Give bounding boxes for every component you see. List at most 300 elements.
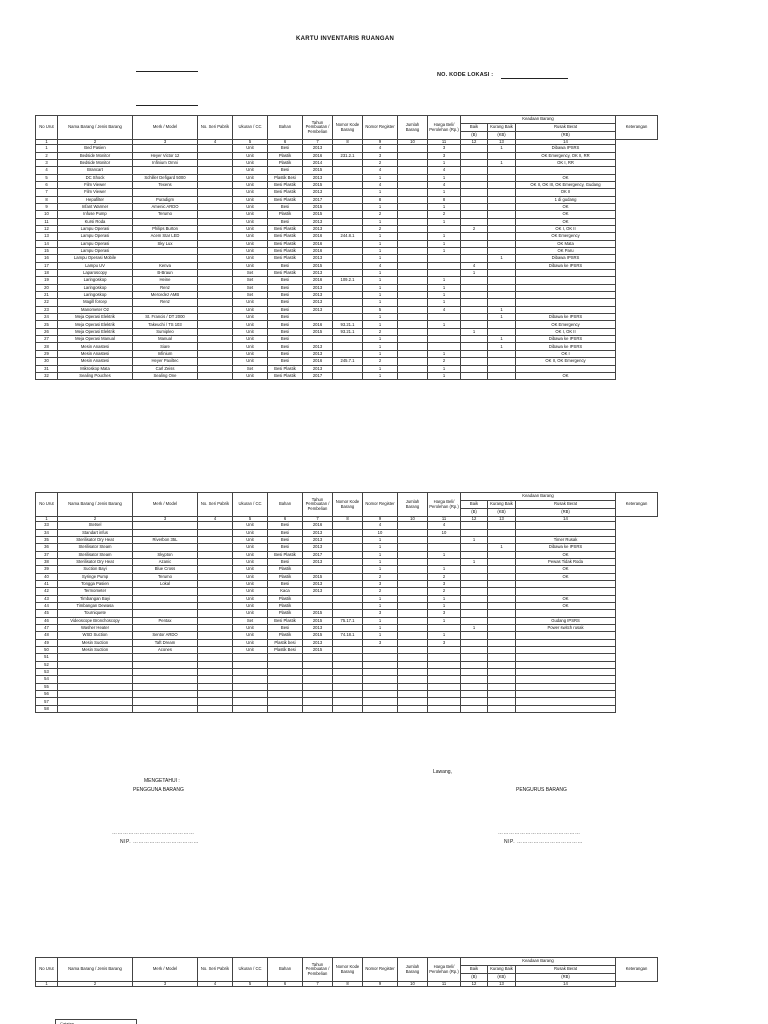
cell-ukuran: Unit bbox=[233, 336, 268, 343]
cell-register: 1 bbox=[363, 240, 398, 247]
cell-merk: Siare bbox=[133, 343, 198, 350]
cell-kode bbox=[333, 284, 363, 291]
column-number: 6 bbox=[268, 140, 303, 145]
cell-harga: 4 bbox=[428, 167, 461, 174]
cell-tahun: 2013 bbox=[303, 225, 333, 232]
cell-register: 1 bbox=[363, 189, 398, 196]
cell-ukuran bbox=[233, 691, 268, 698]
cell-tahun: 2013 bbox=[303, 365, 333, 372]
cell-bahan: Kaca bbox=[268, 588, 303, 595]
header-kurang-baik: Kurang Baik bbox=[488, 124, 516, 132]
cell-seri bbox=[198, 669, 233, 676]
cell-harga: 3 bbox=[428, 152, 461, 159]
cell-seri bbox=[198, 595, 233, 602]
cell-no-urut: 58 bbox=[36, 705, 58, 712]
table-row bbox=[36, 632, 658, 639]
cell-baik bbox=[461, 277, 488, 284]
cell-tahun bbox=[303, 676, 333, 683]
column-number: 13 bbox=[488, 517, 516, 522]
cell-tahun bbox=[303, 595, 333, 602]
column-number: 8 bbox=[333, 517, 363, 522]
column-number: 11 bbox=[428, 517, 461, 522]
cell-harga: 1 bbox=[428, 350, 461, 357]
cell-rusak-berat: OK II, OK III, OK Emergency, Gudang bbox=[516, 181, 616, 188]
cell-harga: 8 bbox=[428, 196, 461, 203]
cell-rusak-berat bbox=[516, 299, 616, 306]
cell-rusak-berat: OK I bbox=[516, 350, 616, 357]
cell-jumlah bbox=[398, 566, 428, 573]
cell-harga bbox=[428, 336, 461, 343]
cell-merk bbox=[133, 698, 198, 705]
cell-ukuran: Unit bbox=[233, 522, 268, 529]
cell-tahun: 2015 bbox=[303, 262, 333, 269]
header-rusak-berat: Rusak Berat bbox=[516, 966, 616, 974]
cell-bahan: Plastik bbox=[268, 632, 303, 639]
cell-jumlah bbox=[398, 536, 428, 543]
cell-kurang-baik bbox=[488, 240, 516, 247]
cell-rusak-berat bbox=[516, 705, 616, 712]
cell-baik bbox=[461, 372, 488, 379]
cell-harga bbox=[428, 676, 461, 683]
cell-ukuran: Unit bbox=[233, 321, 268, 328]
cell-register: 1 bbox=[363, 536, 398, 543]
cell-seri bbox=[198, 676, 233, 683]
header-rusak-berat-code: (RB) bbox=[516, 974, 616, 982]
cell-register: 2 bbox=[363, 588, 398, 595]
cell-bahan: Besi bbox=[268, 321, 303, 328]
cell-no-urut: 12 bbox=[36, 225, 58, 232]
cell-ukuran: Unit bbox=[233, 255, 268, 262]
column-number: 14 bbox=[516, 140, 616, 145]
cell-ukuran: Unit bbox=[233, 328, 268, 335]
cell-ukuran bbox=[233, 654, 268, 661]
cell-no-urut: 11 bbox=[36, 218, 58, 225]
cell-bahan: Besi bbox=[268, 358, 303, 365]
cell-seri bbox=[198, 321, 233, 328]
cell-rusak-berat: OK I, OK II bbox=[516, 328, 616, 335]
cell-rusak-berat bbox=[516, 529, 616, 536]
cell-baik bbox=[461, 632, 488, 639]
cell-ukuran: Unit bbox=[233, 314, 268, 321]
cell-baik bbox=[461, 610, 488, 617]
cell-seri bbox=[198, 350, 233, 357]
cell-seri bbox=[198, 691, 233, 698]
cell-ukuran: Unit bbox=[233, 536, 268, 543]
cell-baik: 2 bbox=[461, 225, 488, 232]
cell-ukuran: Set bbox=[233, 270, 268, 277]
table-row bbox=[36, 647, 658, 654]
cell-nama: Sterilisator Dry Heat bbox=[58, 558, 133, 565]
cell-harga: 1 bbox=[428, 189, 461, 196]
cell-bahan: Besi bbox=[268, 167, 303, 174]
header-rusak-berat: Rusak Berat bbox=[516, 124, 616, 132]
cell-ukuran: Unit bbox=[233, 218, 268, 225]
cell-jumlah bbox=[398, 248, 428, 255]
cell-tahun: 2013 bbox=[303, 588, 333, 595]
cell-jumlah bbox=[398, 544, 428, 551]
cell-harga: 1 bbox=[428, 372, 461, 379]
cell-merk: Skypton bbox=[133, 551, 198, 558]
cell-baik bbox=[461, 683, 488, 690]
cell-baik bbox=[461, 529, 488, 536]
cell-harga bbox=[428, 262, 461, 269]
cell-kurang-baik bbox=[488, 647, 516, 654]
column-number: 14 bbox=[516, 517, 616, 522]
cell-baik: 1 bbox=[461, 625, 488, 632]
cell-nama: Timbangan Dewasa bbox=[58, 602, 133, 609]
cell-kurang-baik bbox=[488, 233, 516, 240]
cell-rusak-berat bbox=[516, 270, 616, 277]
cell-rusak-berat: OK II bbox=[516, 189, 616, 196]
cell-tahun bbox=[303, 705, 333, 712]
cell-ukuran: Unit bbox=[233, 174, 268, 181]
cell-bahan: Besi Plastik bbox=[268, 617, 303, 624]
cell-bahan: Plastik bbox=[268, 566, 303, 573]
cell-tahun: 2015 bbox=[303, 203, 333, 210]
cell-register: 1 bbox=[363, 595, 398, 602]
table-row bbox=[36, 566, 658, 573]
cell-kode bbox=[333, 145, 363, 152]
cell-kurang-baik: 1 bbox=[488, 306, 516, 313]
cell-seri bbox=[198, 225, 233, 232]
cell-kurang-baik: 1 bbox=[488, 336, 516, 343]
cell-rusak-berat: Dibawa IPSRS bbox=[516, 255, 616, 262]
cell-kurang-baik: 1 bbox=[488, 544, 516, 551]
cell-merk: B-Braun bbox=[133, 270, 198, 277]
cell-kurang-baik bbox=[488, 522, 516, 529]
table-row bbox=[36, 691, 658, 698]
cell-nama: Tourniquete bbox=[58, 610, 133, 617]
cell-ukuran: Unit bbox=[233, 343, 268, 350]
cell-tahun: 2017 bbox=[303, 196, 333, 203]
column-number: 10 bbox=[398, 982, 428, 987]
cell-merk: Lokal bbox=[133, 580, 198, 587]
cell-nama: Lampu Operasi bbox=[58, 248, 133, 255]
cell-no-urut: 55 bbox=[36, 683, 58, 690]
cell-baik bbox=[461, 321, 488, 328]
cell-nama: Tongga Pasien bbox=[58, 580, 133, 587]
cell-jumlah bbox=[398, 358, 428, 365]
header-baik: Baik bbox=[461, 501, 488, 509]
table-row bbox=[36, 705, 658, 712]
cell-nama: Mesin Anastesi bbox=[58, 343, 133, 350]
cell-seri bbox=[198, 174, 233, 181]
cell-baik: 4 bbox=[461, 262, 488, 269]
cell-nama bbox=[58, 691, 133, 698]
cell-rusak-berat: OK Mata bbox=[516, 240, 616, 247]
cell-seri bbox=[198, 522, 233, 529]
cell-baik bbox=[461, 343, 488, 350]
cell-ukuran: Unit bbox=[233, 350, 268, 357]
cell-nama: Laringoskop bbox=[58, 292, 133, 299]
cell-merk: Kenva bbox=[133, 262, 198, 269]
cell-kode bbox=[333, 211, 363, 218]
cell-ukuran: Unit bbox=[233, 189, 268, 196]
cell-jumlah bbox=[398, 240, 428, 247]
cell-nama: DC Shock bbox=[58, 174, 133, 181]
cell-jumlah bbox=[398, 705, 428, 712]
cell-rusak-berat: OK Emergency bbox=[516, 233, 616, 240]
table-row bbox=[36, 580, 658, 587]
cell-baik bbox=[461, 145, 488, 152]
cell-harga: 2 bbox=[428, 211, 461, 218]
header-harga: Harga Beli/ Perolehan (Rp.) bbox=[428, 493, 461, 517]
cell-merk bbox=[133, 661, 198, 668]
cell-no-urut: 29 bbox=[36, 350, 58, 357]
cell-harga: 1 bbox=[428, 248, 461, 255]
cell-harga: 1 bbox=[428, 292, 461, 299]
cell-merk: Infinium Omni bbox=[133, 159, 198, 166]
cell-jumlah bbox=[398, 669, 428, 676]
cell-no-urut: 7 bbox=[36, 189, 58, 196]
cell-jumlah bbox=[398, 159, 428, 166]
cell-baik bbox=[461, 551, 488, 558]
cell-baik bbox=[461, 240, 488, 247]
cell-baik bbox=[461, 617, 488, 624]
cell-nama: Laringoskop bbox=[58, 277, 133, 284]
cell-seri bbox=[198, 625, 233, 632]
cell-rusak-berat bbox=[516, 661, 616, 668]
cell-bahan: Plastik bbox=[268, 610, 303, 617]
cell-ukuran: Set bbox=[233, 292, 268, 299]
cell-harga bbox=[428, 669, 461, 676]
cell-register: 1 bbox=[363, 558, 398, 565]
cell-nama: Laparoscopy bbox=[58, 270, 133, 277]
cell-kode bbox=[333, 299, 363, 306]
cell-harga: 3 bbox=[428, 610, 461, 617]
cell-no-urut: 31 bbox=[36, 365, 58, 372]
table-row bbox=[36, 669, 658, 676]
cell-bahan: Besi bbox=[268, 306, 303, 313]
cell-register: 1 bbox=[363, 314, 398, 321]
cell-rusak-berat: OK bbox=[516, 573, 616, 580]
cell-tahun: 2013 bbox=[303, 189, 333, 196]
cell-harga bbox=[428, 544, 461, 551]
cell-jumlah bbox=[398, 255, 428, 262]
cell-tahun: 2013 bbox=[303, 255, 333, 262]
cell-no-urut: 6 bbox=[36, 181, 58, 188]
cell-baik bbox=[461, 595, 488, 602]
cell-no-urut: 48 bbox=[36, 632, 58, 639]
cell-kurang-baik bbox=[488, 211, 516, 218]
cell-nama: Videoscope Bronchoscopy bbox=[58, 617, 133, 624]
cell-tahun: 2013 bbox=[303, 536, 333, 543]
cell-merk: Philips Burton bbox=[133, 225, 198, 232]
cell-kode: 109.2.1 bbox=[333, 277, 363, 284]
column-number: 7 bbox=[303, 140, 333, 145]
cell-no-urut: 13 bbox=[36, 233, 58, 240]
cell-seri bbox=[198, 255, 233, 262]
cell-merk bbox=[133, 676, 198, 683]
signature-right-dots: ……………………………………… bbox=[498, 830, 581, 836]
cell-bahan: Plastik bbox=[268, 211, 303, 218]
cell-jumlah bbox=[398, 654, 428, 661]
cell-no-urut: 3 bbox=[36, 159, 58, 166]
cell-kurang-baik bbox=[488, 277, 516, 284]
cell-nama bbox=[58, 669, 133, 676]
cell-nama: Sealing Pouches bbox=[58, 372, 133, 379]
cell-seri bbox=[198, 566, 233, 573]
column-number: 4 bbox=[198, 982, 233, 987]
cell-no-urut: 27 bbox=[36, 336, 58, 343]
cell-nama bbox=[58, 683, 133, 690]
cell-nama bbox=[58, 698, 133, 705]
cell-seri bbox=[198, 551, 233, 558]
table-row bbox=[36, 270, 658, 277]
cell-jumlah bbox=[398, 211, 428, 218]
cell-jumlah bbox=[398, 277, 428, 284]
cell-bahan: Besi bbox=[268, 292, 303, 299]
cell-jumlah bbox=[398, 336, 428, 343]
cell-harga: 1 bbox=[428, 277, 461, 284]
cell-kode: 244.8.1 bbox=[333, 233, 363, 240]
cell-nama: Mesin Suction bbox=[58, 647, 133, 654]
cell-no-urut: 10 bbox=[36, 211, 58, 218]
cell-merk bbox=[133, 610, 198, 617]
cell-rusak-berat: OK I, OK II bbox=[516, 225, 616, 232]
cell-harga: 1 bbox=[428, 174, 461, 181]
cell-seri bbox=[198, 145, 233, 152]
header-kurang-baik-code: (KB) bbox=[488, 509, 516, 517]
cell-rusak-berat bbox=[516, 580, 616, 587]
column-number: 5 bbox=[233, 982, 268, 987]
header-ukuran: Ukuran / CC bbox=[233, 116, 268, 140]
cell-nama bbox=[58, 705, 133, 712]
cell-merk bbox=[133, 544, 198, 551]
cell-nama: Termometer bbox=[58, 588, 133, 595]
cell-nama: Standart infus bbox=[58, 529, 133, 536]
cell-jumlah bbox=[398, 595, 428, 602]
cell-kurang-baik bbox=[488, 617, 516, 624]
cell-jumlah bbox=[398, 145, 428, 152]
header-harga: Harga Beli/ Perolehan (Rp.) bbox=[428, 958, 461, 982]
cell-kode bbox=[333, 551, 363, 558]
cell-harga: 3 bbox=[428, 639, 461, 646]
cell-kurang-baik bbox=[488, 262, 516, 269]
cell-rusak-berat bbox=[516, 365, 616, 372]
cell-baik: 1 bbox=[461, 270, 488, 277]
cell-kurang-baik bbox=[488, 152, 516, 159]
signature-right-nip: NIP. ……………………………… bbox=[504, 839, 583, 845]
cell-merk: Taft Dream bbox=[133, 639, 198, 646]
cell-harga bbox=[428, 698, 461, 705]
cell-rusak-berat bbox=[516, 676, 616, 683]
header-keadaan: Keadaan Barang bbox=[461, 958, 616, 966]
column-number: 12 bbox=[461, 140, 488, 145]
cell-rusak-berat bbox=[516, 669, 616, 676]
cell-merk bbox=[133, 167, 198, 174]
cell-bahan: Besi bbox=[268, 218, 303, 225]
table-row bbox=[36, 683, 658, 690]
table-row bbox=[36, 551, 658, 558]
column-number: 1 bbox=[36, 517, 58, 522]
cell-ukuran: Unit bbox=[233, 566, 268, 573]
cell-kurang-baik bbox=[488, 661, 516, 668]
cell-baik bbox=[461, 676, 488, 683]
table-row bbox=[36, 573, 658, 580]
cell-kode bbox=[333, 647, 363, 654]
cell-kode bbox=[333, 676, 363, 683]
cell-nama: Sterilisator Dry Heat bbox=[58, 536, 133, 543]
cell-ukuran: Set bbox=[233, 277, 268, 284]
cell-bahan bbox=[268, 705, 303, 712]
cell-no-urut: 15 bbox=[36, 248, 58, 255]
cell-nama: Mesin Anastesi bbox=[58, 358, 133, 365]
header-kode-barang: Nomor Kode Barang bbox=[333, 116, 363, 140]
header-kode-barang: Nomor Kode Barang bbox=[333, 493, 363, 517]
cell-bahan bbox=[268, 683, 303, 690]
cell-baik bbox=[461, 588, 488, 595]
cell-kurang-baik bbox=[488, 632, 516, 639]
table-row bbox=[36, 145, 658, 152]
cell-rusak-berat: 1 di gudang bbox=[516, 196, 616, 203]
cell-harga bbox=[428, 314, 461, 321]
cell-nama: Lampu UV bbox=[58, 262, 133, 269]
table-row bbox=[36, 610, 658, 617]
header-tahun: Tahun Pembuatan / Pembelian bbox=[303, 493, 333, 517]
cell-kurang-baik bbox=[488, 602, 516, 609]
cell-nama: Sterilisator Steam bbox=[58, 544, 133, 551]
cell-bahan bbox=[268, 676, 303, 683]
table-row bbox=[36, 595, 658, 602]
cell-kurang-baik bbox=[488, 321, 516, 328]
cell-harga bbox=[428, 255, 461, 262]
cell-harga: 1 bbox=[428, 240, 461, 247]
table-row bbox=[36, 152, 658, 159]
cell-seri bbox=[198, 167, 233, 174]
cell-register: 3 bbox=[363, 610, 398, 617]
cell-rusak-berat: Dibawa ke IPSRS bbox=[516, 262, 616, 269]
cell-seri bbox=[198, 299, 233, 306]
cell-rusak-berat bbox=[516, 306, 616, 313]
cell-seri bbox=[198, 558, 233, 565]
header-kurang-baik-code: (KB) bbox=[488, 974, 516, 982]
header-bahan: Bahan bbox=[268, 116, 303, 140]
column-number: 9 bbox=[363, 982, 398, 987]
cell-merk bbox=[133, 625, 198, 632]
cell-kode bbox=[333, 698, 363, 705]
cell-jumlah bbox=[398, 343, 428, 350]
cell-baik bbox=[461, 255, 488, 262]
cell-seri bbox=[198, 189, 233, 196]
cell-seri bbox=[198, 181, 233, 188]
cell-merk: Riverbon 35L bbox=[133, 536, 198, 543]
cell-nama: Film Viewer bbox=[58, 181, 133, 188]
cell-register: 4 bbox=[363, 167, 398, 174]
cell-ukuran: Unit bbox=[233, 159, 268, 166]
column-number-row bbox=[36, 982, 658, 987]
cell-kode bbox=[333, 248, 363, 255]
cell-harga: 4 bbox=[428, 522, 461, 529]
cell-ukuran: Set bbox=[233, 284, 268, 291]
cell-rusak-berat bbox=[516, 698, 616, 705]
header-merk-model: Merk / Model bbox=[133, 493, 198, 517]
cell-tahun: 2013 bbox=[303, 544, 333, 551]
header-keadaan: Keadaan Barang bbox=[461, 493, 616, 501]
cell-rusak-berat bbox=[516, 167, 616, 174]
cell-merk: Takeuchi / TS 103 bbox=[133, 321, 198, 328]
table-row bbox=[36, 248, 658, 255]
cell-no-urut: 4 bbox=[36, 167, 58, 174]
cell-bahan: Besi bbox=[268, 277, 303, 284]
cell-register: 10 bbox=[363, 529, 398, 536]
cell-baik bbox=[461, 152, 488, 159]
header-no-seri: No. Seri Pabrik bbox=[198, 958, 233, 982]
header-row bbox=[36, 958, 658, 966]
cell-harga: 1 bbox=[428, 617, 461, 624]
cell-kode bbox=[333, 225, 363, 232]
cell-jumlah bbox=[398, 328, 428, 335]
